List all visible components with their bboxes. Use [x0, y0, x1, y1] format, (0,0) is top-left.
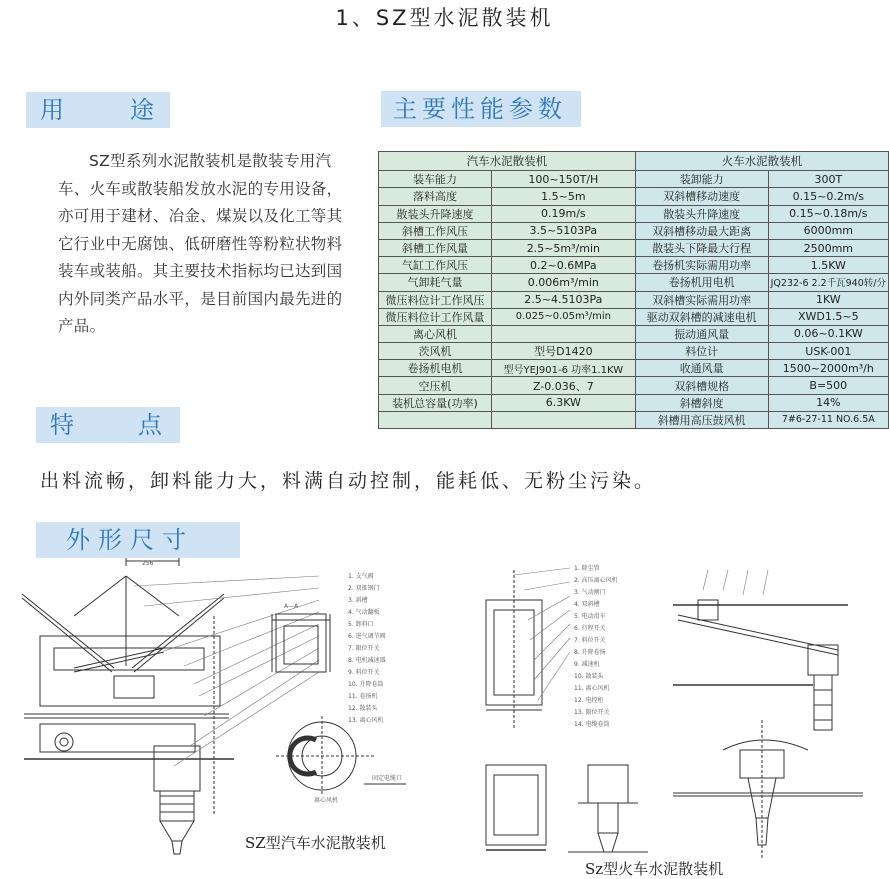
- section-features-char-1: 特: [50, 411, 74, 439]
- spec-table-row: [379, 239, 889, 256]
- truck-part-label: 5. 卸料口: [348, 621, 374, 628]
- page-title: 1、SZ型水泥散装机: [335, 6, 554, 30]
- spec-truck-value: 1.5~5m: [491, 188, 635, 205]
- spec-train-param: 双斜槽移动速度: [635, 188, 768, 205]
- section-usage-heading: [26, 92, 170, 128]
- truck-part-label: 13. 离心风机: [348, 717, 384, 724]
- train-part-label: 7. 料位开关: [574, 637, 606, 644]
- spec-table-row: [379, 205, 889, 222]
- spec-truck-value: 0.2~0.6MPa: [491, 257, 635, 274]
- detail-label: 固定电缆口: [372, 775, 403, 782]
- spec-truck-param: 装机总容量(功率): [379, 394, 492, 411]
- spec-train-value: 1.5KW: [768, 257, 888, 274]
- spec-train-param: 料位计: [635, 343, 768, 360]
- spec-train-value: JQ232-6 2.2千瓦940转/分: [768, 274, 888, 291]
- spec-truck-value: 型号YEJ901-6 功率1.1KW: [491, 360, 635, 377]
- spec-truck-param: 气缸工作风压: [379, 257, 492, 274]
- spec-train-value: 0.15~0.2m/s: [768, 188, 888, 205]
- spec-table-row: [379, 325, 889, 342]
- spec-train-param: 卷扬机实际需用功率: [635, 257, 768, 274]
- spec-train-value: 300T: [768, 171, 888, 188]
- truck-part-label: 1. 支气阀: [348, 573, 374, 580]
- spec-train-param: 收通风量: [635, 360, 768, 377]
- usage-text: SZ型系列水泥散装机是散装专用汽车、火车或散装船发放水泥的专用设备，亦可用于建材、冶金、煤炭以及化工等其它行业中无腐蚀、低研磨性等粉粒状物料装车或装船。其主要技术指标均已达到国内外同类产品水平，是目前国内最先进的产品。: [58, 152, 343, 335]
- spec-table-row: [379, 343, 889, 360]
- spec-truck-param: 微压料位计工作风量: [379, 308, 492, 325]
- section-aa-label: A—A: [284, 603, 299, 610]
- spec-truck-value: 型号D1420: [491, 343, 635, 360]
- spec-truck-value: Z-0.036、7: [491, 377, 635, 394]
- spec-truck-param: 卷扬机电机: [379, 360, 492, 377]
- features-text: 出料流畅，卸料能力大，料满自动控制，能耗低、无粉尘污染。: [40, 470, 657, 492]
- spec-truck-value: [491, 411, 635, 428]
- spec-truck-value: 3.5~5103Pa: [491, 222, 635, 239]
- truck-part-label: 3. 斜槽: [348, 597, 368, 604]
- spec-truck-value: 6.3KW: [491, 394, 635, 411]
- spec-truck-param: 空压机: [379, 377, 492, 394]
- spec-truck-param: 斜槽工作风量: [379, 239, 492, 256]
- spec-train-param: 驱动双斜槽的减速电机: [635, 308, 768, 325]
- spec-train-param: 卷扬机用电机: [635, 274, 768, 291]
- spec-train-value: USK-001: [768, 343, 888, 360]
- section-spec-text: 主要性能参数: [393, 95, 567, 123]
- spec-header-truck: 汽车水泥散装机: [379, 152, 636, 171]
- spec-truck-param: 落料高度: [379, 188, 492, 205]
- truck-loader-drawing: [14, 556, 464, 856]
- spec-train-value: 7#6-27-11 NO.6.5A: [768, 411, 888, 428]
- truck-part-label: 11. 卷扬机: [348, 693, 378, 700]
- spec-truck-param: 气卸耗气量: [379, 274, 492, 291]
- spec-train-value: B=500: [768, 377, 888, 394]
- train-part-label: 9. 减速机: [574, 661, 600, 668]
- usage-paragraph: [58, 148, 358, 341]
- train-part-label: 12. 电控柜: [574, 697, 604, 704]
- section-dims-text: 外形尺寸: [66, 526, 194, 554]
- truck-part-label: 7. 限位开关: [348, 645, 380, 652]
- spec-train-param: 振动通风量: [635, 325, 768, 342]
- train-part-label: 14. 电缆卷筒: [574, 721, 610, 728]
- spec-train-value: 1KW: [768, 291, 888, 308]
- truck-part-label: 12. 散装头: [348, 705, 378, 712]
- spec-truck-value: 0.19m/s: [491, 205, 635, 222]
- truck-caption: SZ型汽车水泥散装机: [245, 834, 386, 852]
- train-part-label: 6. 行程开关: [574, 625, 606, 632]
- spec-train-param: 散装头升降速度: [635, 205, 768, 222]
- spec-truck-param: 装车能力: [379, 171, 492, 188]
- spec-truck-param: 离心风机: [379, 325, 492, 342]
- truck-part-label: 9. 料位开关: [348, 669, 380, 676]
- spec-table-row: [379, 171, 889, 188]
- spec-truck-value: 0.025~0.05m³/min: [491, 308, 635, 325]
- spec-truck-param: 斜槽工作风压: [379, 222, 492, 239]
- spec-train-value: 0.15~0.18m/s: [768, 205, 888, 222]
- spec-train-param: 斜槽用高压鼓风机: [635, 411, 768, 428]
- spec-table-row: [379, 411, 889, 428]
- train-part-label: 5. 电动滑车: [574, 613, 606, 620]
- spec-train-param: 装卸能力: [635, 171, 768, 188]
- spec-table-header-row: [379, 152, 889, 171]
- truck-dim-label: 256: [142, 560, 154, 567]
- spec-train-value: 6000mm: [768, 222, 888, 239]
- spec-truck-param: 散装头升降速度: [379, 205, 492, 222]
- section-spec-heading: [381, 91, 581, 127]
- truck-part-label: 4. 气动翻板: [348, 609, 380, 616]
- train-part-label: 2. 高压离心风机: [574, 577, 618, 584]
- fan-label: 离心风机: [314, 797, 339, 804]
- spec-train-value: XWD1.5~5: [768, 308, 888, 325]
- spec-table: [378, 151, 889, 429]
- section-dims-heading: [36, 522, 240, 558]
- spec-table-row: [379, 274, 889, 291]
- spec-table-row: [379, 394, 889, 411]
- spec-truck-param: [379, 411, 492, 428]
- spec-train-value: 1500~2000m³/h: [768, 360, 888, 377]
- train-part-label: 4. 双斜槽: [574, 601, 600, 608]
- spec-table-row: [379, 257, 889, 274]
- train-part-label: 10. 散装头: [574, 673, 604, 680]
- spec-train-value: 14%: [768, 394, 888, 411]
- spec-train-value: 2500mm: [768, 239, 888, 256]
- spec-truck-value: [491, 325, 635, 342]
- section-features-char-2: 点: [138, 411, 162, 439]
- train-caption: Sz型火车水泥散装机: [585, 860, 724, 878]
- spec-truck-value: 100~150T/H: [491, 171, 635, 188]
- spec-train-param: 双斜槽移动最大距离: [635, 222, 768, 239]
- spec-table-row: [379, 291, 889, 308]
- spec-truck-value: 2.5~4.5103Pa: [491, 291, 635, 308]
- spec-truck-value: 0.006m³/min: [491, 274, 635, 291]
- truck-part-label: 10. 升降卷筒: [348, 681, 384, 688]
- section-usage-char-1: 用: [40, 96, 64, 124]
- spec-train-value: 0.06~0.1KW: [768, 325, 888, 342]
- train-part-label: 1. 除尘管: [574, 565, 600, 572]
- spec-truck-param: 茨风机: [379, 343, 492, 360]
- train-part-label: 8. 升降卷扬: [574, 649, 606, 656]
- train-part-label: 13. 限位开关: [574, 709, 610, 716]
- spec-table-row: [379, 222, 889, 239]
- spec-truck-value: 2.5~5m³/min: [491, 239, 635, 256]
- spec-train-param: 散装头下降最大行程: [635, 239, 768, 256]
- spec-train-param: 双斜槽规格: [635, 377, 768, 394]
- spec-table-row: [379, 188, 889, 205]
- spec-header-train: 火车水泥散装机: [635, 152, 888, 171]
- spec-table-row: [379, 360, 889, 377]
- train-loader-drawing: [478, 560, 878, 865]
- truck-part-label: 8. 电机减速器: [348, 657, 386, 664]
- spec-train-param: 双斜槽实际需用功率: [635, 291, 768, 308]
- truck-part-label: 6. 进气调节阀: [348, 633, 386, 640]
- section-features-heading: [36, 407, 180, 443]
- spec-train-param: 斜槽斜度: [635, 394, 768, 411]
- spec-truck-param: 微压料位计工作风压: [379, 291, 492, 308]
- truck-part-label: 2. 双锥钢门: [348, 585, 380, 592]
- spec-table-row: [379, 308, 889, 325]
- section-usage-char-2: 途: [130, 96, 154, 124]
- train-part-label: 3. 气动闸门: [574, 589, 606, 596]
- train-part-label: 11. 离心风机: [574, 685, 610, 692]
- spec-table-row: [379, 377, 889, 394]
